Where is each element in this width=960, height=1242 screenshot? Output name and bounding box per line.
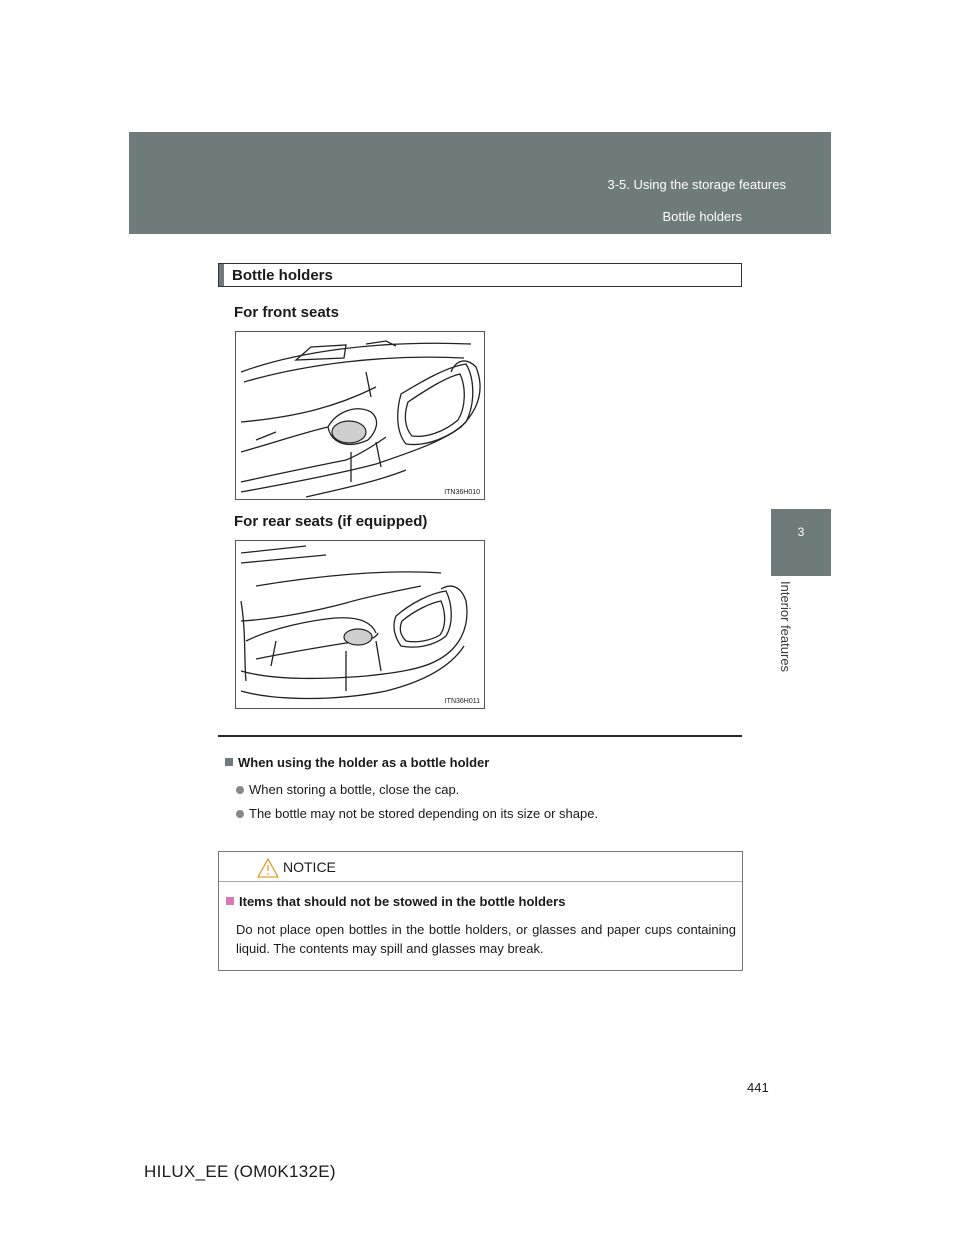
section-title: Bottle holders bbox=[232, 267, 333, 284]
notice-label: NOTICE bbox=[283, 859, 336, 875]
note-heading-text: When using the holder as a bottle holder bbox=[238, 755, 490, 770]
page-number: 441 bbox=[747, 1080, 769, 1095]
note-bullet-2-text: The bottle may not be stored depending on its size or shape. bbox=[249, 806, 599, 821]
note-bullet-1-text: When storing a bottle, close the cap. bbox=[249, 782, 460, 797]
notice-heading bbox=[226, 894, 565, 909]
note-bullet-2 bbox=[236, 806, 598, 821]
header-subsection-title: Bottle holders bbox=[662, 209, 742, 224]
section-divider bbox=[218, 735, 742, 737]
square-bullet-icon bbox=[226, 897, 234, 905]
rear-seat-bottle-holder-illustration bbox=[235, 540, 485, 709]
front-seats-subhead: For front seats bbox=[234, 304, 340, 321]
rear-seat-drawing bbox=[236, 541, 485, 709]
note-heading bbox=[225, 755, 489, 770]
front-seat-drawing bbox=[236, 332, 485, 500]
notice-body: Do not place open bottles in the bottle holders, or glasses and paper cups containing liquid. The contents may spill and glasses may break. bbox=[236, 922, 736, 956]
circle-bullet-icon bbox=[236, 810, 244, 818]
footer-manual-code: HILUX_EE (OM0K132E) bbox=[144, 1162, 336, 1181]
header-section-title: 3-5. Using the storage features bbox=[607, 177, 786, 192]
chapter-label-text: Interior features bbox=[778, 581, 793, 673]
note-bullet-1 bbox=[236, 782, 459, 797]
notice-heading-text: Items that should not be stowed in the bottle holders bbox=[239, 894, 566, 909]
front-seat-bottle-holder-illustration bbox=[235, 331, 485, 500]
chapter-label bbox=[779, 581, 793, 691]
circle-bullet-icon bbox=[236, 786, 244, 794]
chapter-tab[interactable] bbox=[771, 509, 831, 576]
notice-box bbox=[218, 851, 743, 971]
warning-triangle-icon bbox=[257, 858, 279, 878]
rear-figure-code: ITN36H011 bbox=[444, 698, 480, 705]
front-figure-code: ITN36H010 bbox=[444, 489, 480, 496]
square-bullet-icon bbox=[225, 758, 233, 766]
rear-seats-subhead: For rear seats (if equipped) bbox=[234, 513, 428, 530]
chapter-number: 3 bbox=[797, 525, 805, 539]
notice-divider bbox=[219, 881, 742, 882]
section-title-box bbox=[218, 263, 742, 287]
header-band bbox=[129, 132, 831, 234]
